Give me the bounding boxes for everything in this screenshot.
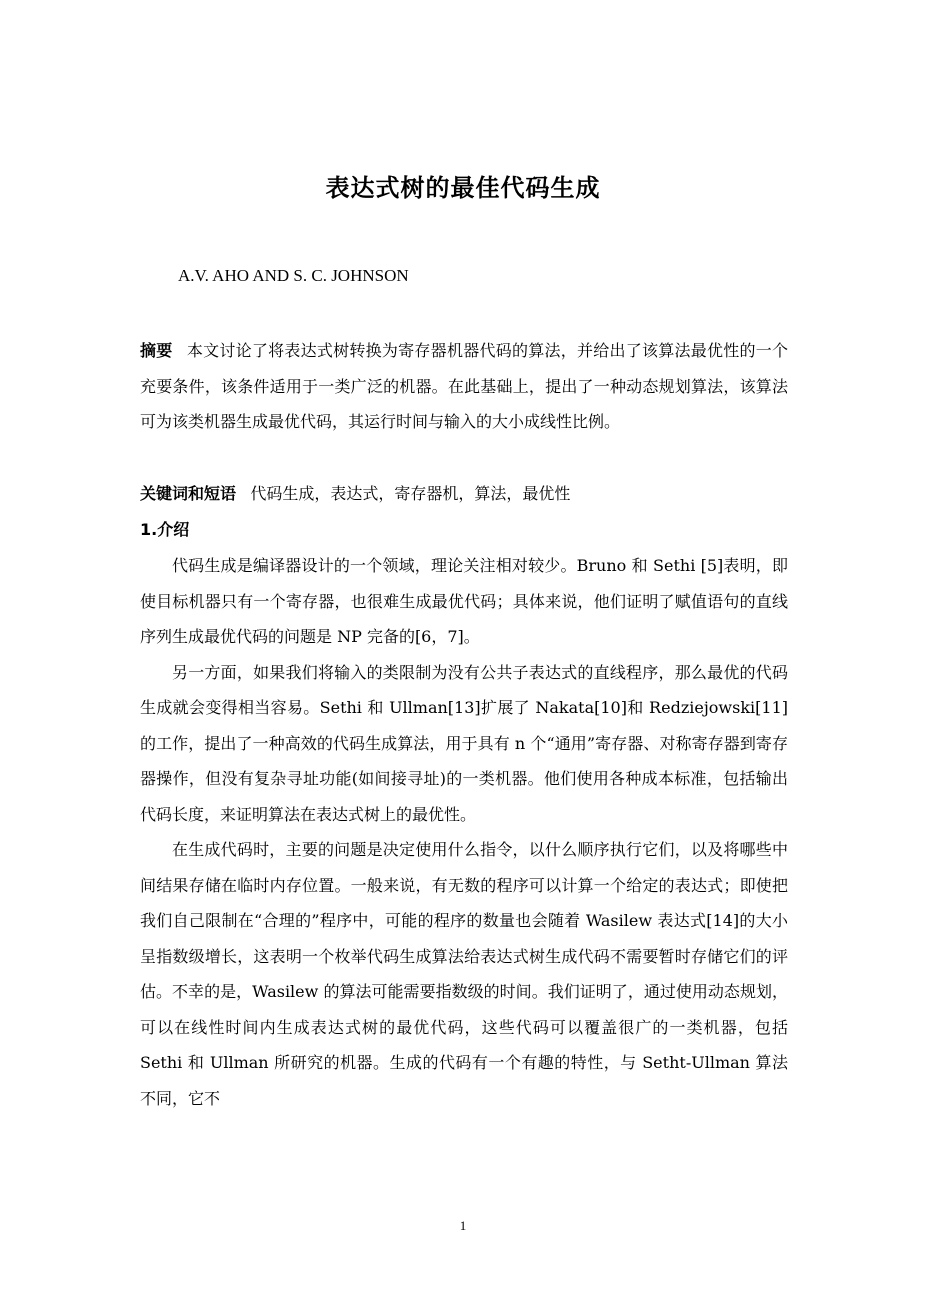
keywords-text: 代码生成，表达式，寄存器机，算法，最优性 bbox=[250, 484, 571, 503]
section-heading: 1.介绍 bbox=[140, 520, 190, 539]
paragraph: 另一方面，如果我们将输入的类限制为没有公共子表达式的直线程序，那么最优的代码生成就会变得相当容易。Sethi 和 Ullman[13]扩展了 Nakata[10]和 Redziejowski[11]的工作，提出了一种高效的代码生成算法，用于具有 n 个“通用”寄存器、对称寄存器到寄存器操作，但没有复杂寻址功能(如间接寻址)的一类机器。他们使用各种成本标准，包括输出代码长度，来证明算法在表达式树上的最优性。 bbox=[140, 662, 788, 824]
author-line: A.V. AHO AND S. C. JOHNSON bbox=[178, 266, 409, 285]
paragraph: 代码生成是编译器设计的一个领域，理论关注相对较少。Bruno 和 Sethi [5]表明，即使目标机器只有一个寄存器，也很难生成最优代码；具体来说，他们证明了赋值语句的直线序列生成最优代码的问题是 NP 完备的[6，7]。 bbox=[140, 556, 788, 646]
abstract-text: 本文讨论了将表达式树转换为寄存器机器代码的算法，并给出了该算法最优性的一个充要条件，该条件适用于一类广泛的机器。在此基础上，提出了一种动态规划算法，该算法可为该类机器生成最优代码，其运行时间与输入的大小成线性比例。 bbox=[140, 341, 788, 431]
keywords-block bbox=[140, 476, 788, 512]
document-title: 表达式树的最佳代码生成 bbox=[325, 174, 601, 202]
page-number: 1 bbox=[459, 1218, 467, 1233]
abstract-label: 摘要 bbox=[140, 341, 173, 360]
section-body bbox=[140, 548, 788, 1116]
paragraph: 在生成代码时，主要的问题是决定使用什么指令，以什么顺序执行它们，以及将哪些中间结果存储在临时内存位置。一般来说，有无数的程序可以计算一个给定的表达式；即使把我们自己限制在“合理的”程序中，可能的程序的数量也会随着 Wasilew 表达式[14]的大小呈指数级增长，这表明一个枚举代码生成算法给表达式树生成代码不需要暂时存储它们的评估。不幸的是，Wasilew 的算法可能需要指数级的时间。我们证明了，通过使用动态规划，可以在线性时间内生成表达式树的最优代码，这些代码可以覆盖很广的一类机器，包括 Sethi 和 Ullman 所研究的机器。生成的代码有一个有趣的特性，与 Setht-Ullman 算法不同，它不 bbox=[140, 840, 788, 1108]
abstract-block bbox=[140, 333, 788, 440]
keywords-label: 关键词和短语 bbox=[140, 484, 237, 503]
